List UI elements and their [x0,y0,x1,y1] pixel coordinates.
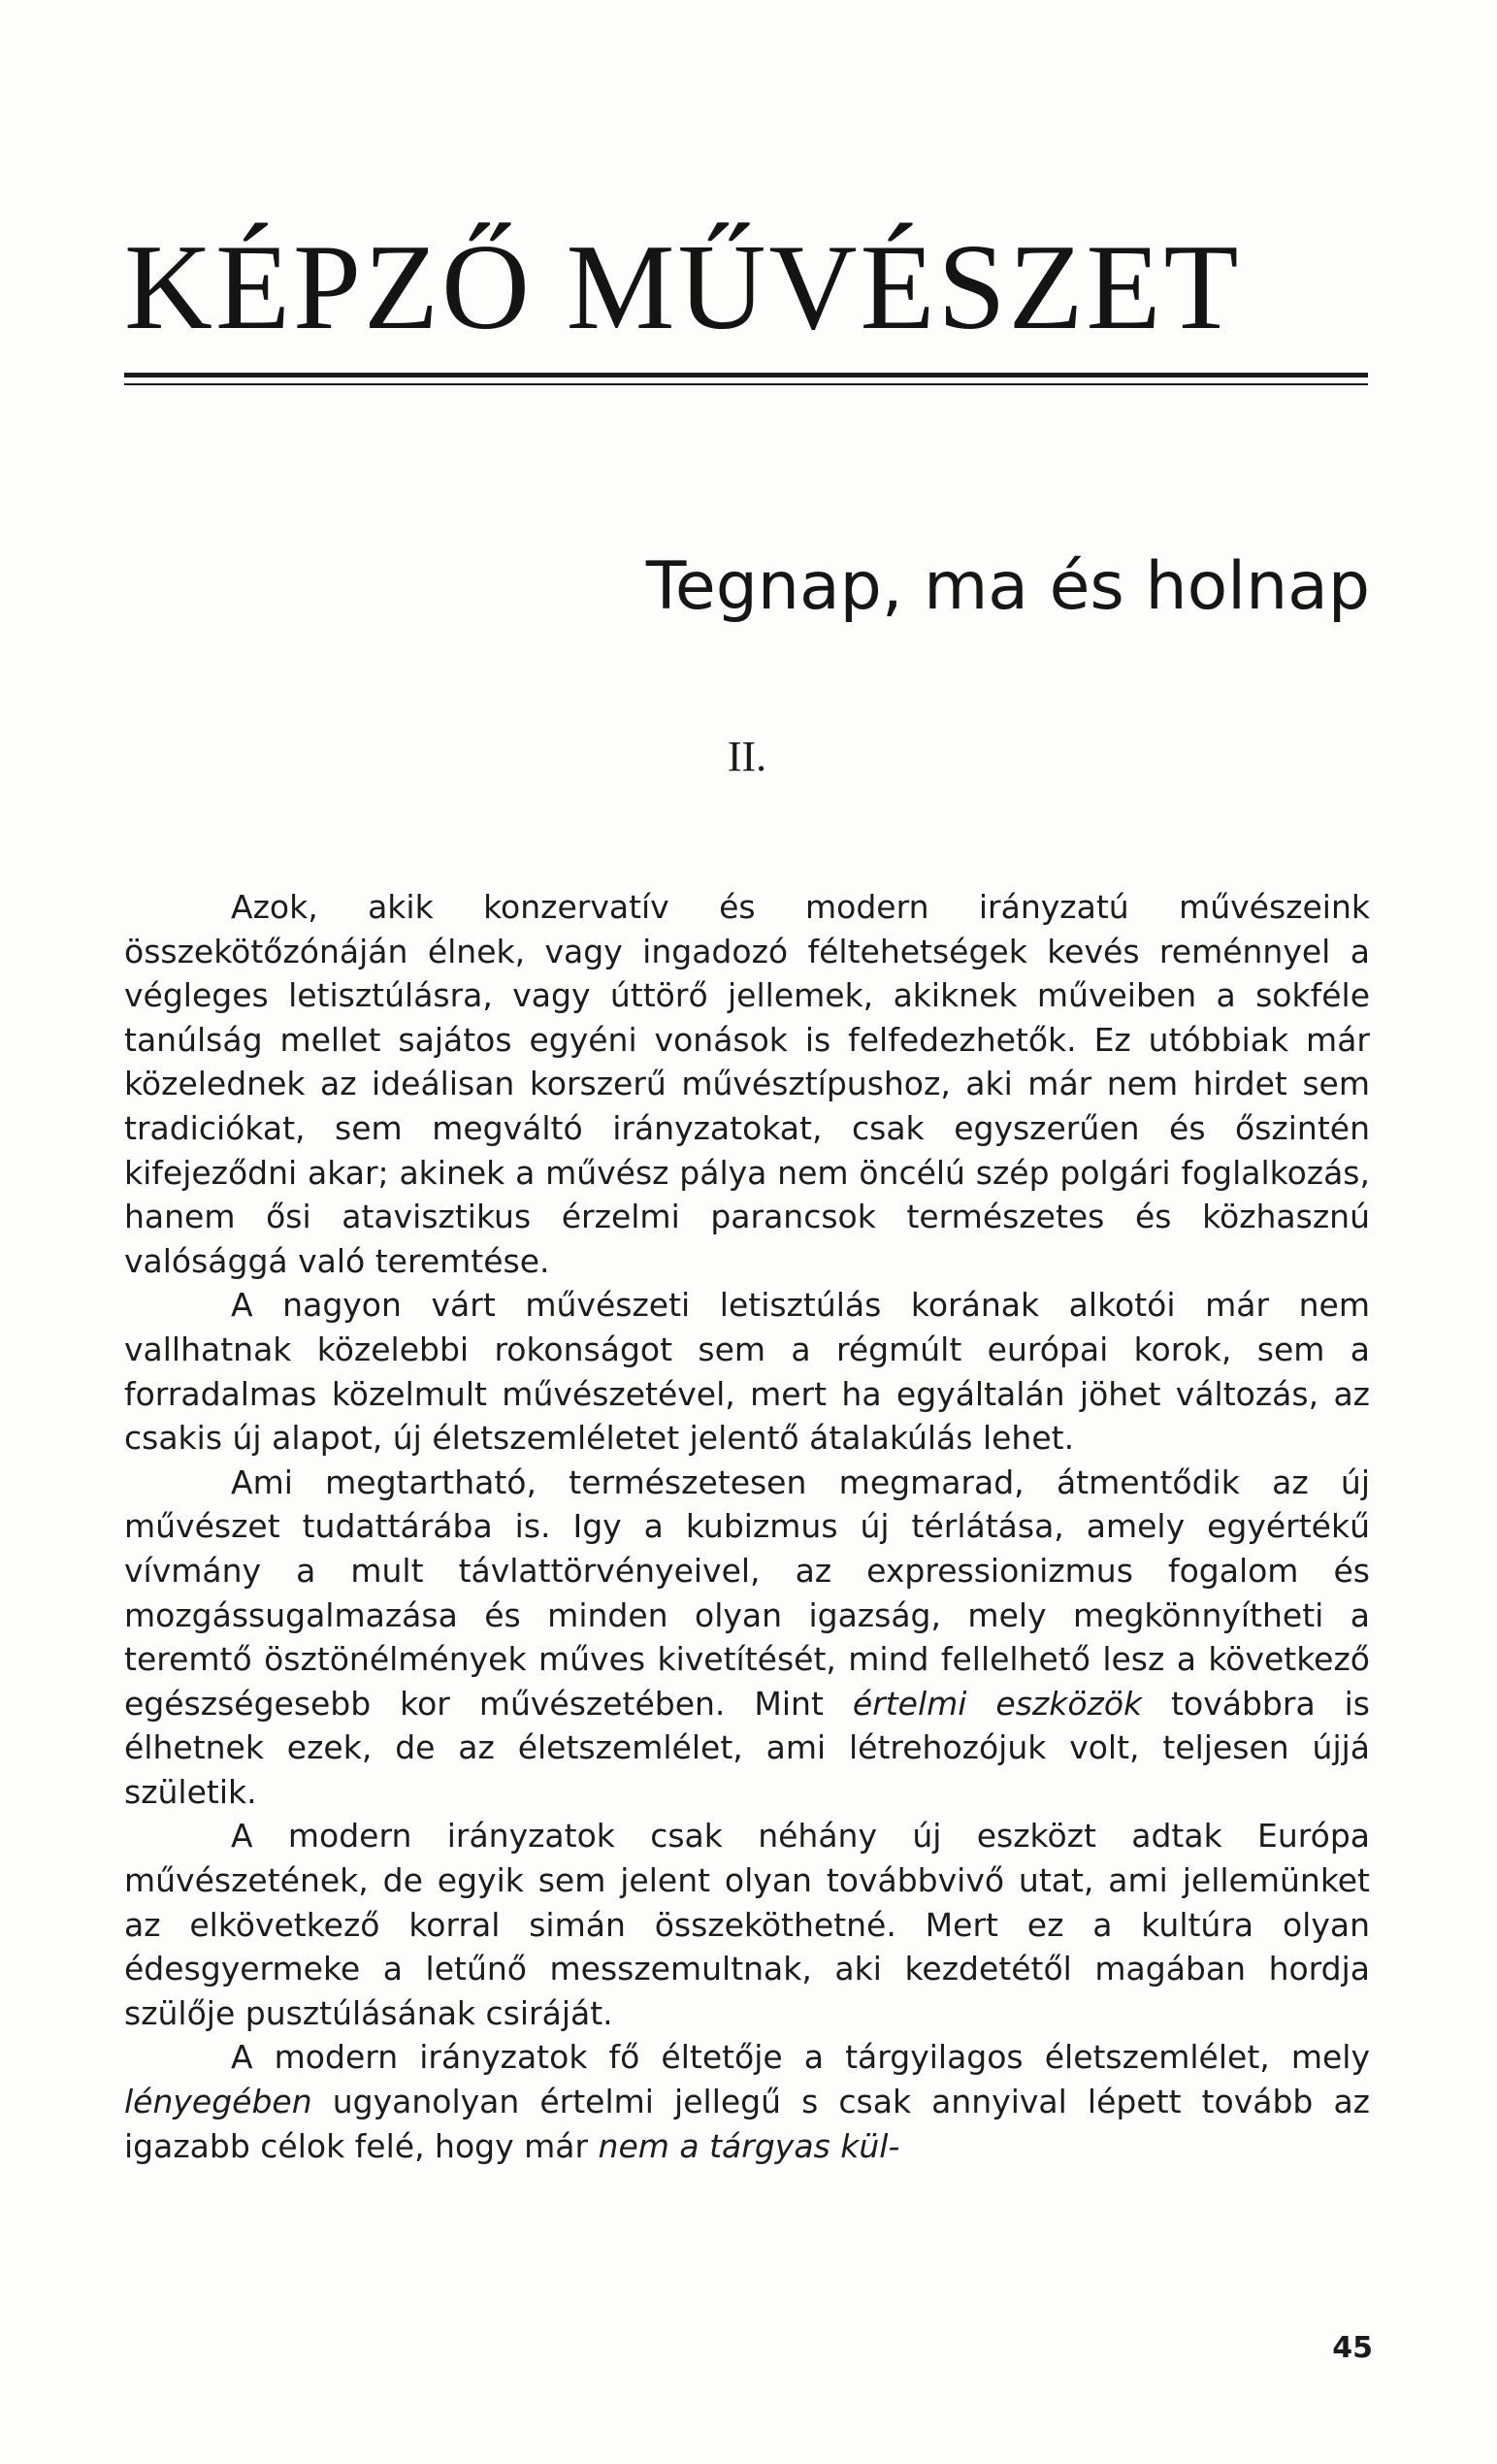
page-number: 45 [1332,2331,1373,2365]
paragraph-text: ugyanolyan értelmi jellegű s csak annyival lépett tovább az igazabb célok felé, hogy már [124,2083,1370,2165]
paragraph-text: továbbra is élhetnek ezek, de az életszemlélet, ami létrehozójuk volt, teljesen újjá születik. [124,1684,1370,1811]
body-paragraph [124,885,1370,1283]
title-rule-thin [124,383,1368,385]
emphasized-text: lényegében [124,2083,312,2121]
body-paragraph [124,1283,1370,1460]
emphasized-text: nem a tárgyas kül- [598,2126,900,2165]
body-paragraph [124,1461,1370,1815]
section-title: KÉPZŐ MŰVÉSZET [124,220,1242,355]
article-title: Tegnap, ma és holnap [645,548,1370,625]
paragraph-text: Ami megtartható, természetesen megmarad, átmentődik az új művészet tudattárába is. Igy a kubizmus új térlátása, amely egyértékű vívmány a mult távlattörvényeivel, az expressionizmus fogalom és mozgássugalmazása és minden olyan igazság, mely megkönnyítheti a teremtő ösztönélmények műves kivetítését, mind fellelhető lesz a következő egészségesebb kor művészetében. Mint [124,1462,1370,1723]
paragraph-text: Azok, akik konzervatív és modern irányzatú művészeink összekötőzónáján élnek, vagy ingadozó féltehetségek kevés reménnyel a végleges letisztúlásra, vagy úttörő jellemek, akiknek műveiben a sokféle tanúlság mellet sajátos egyéni vonások is felfedezhetők. Ez utóbbiak már közelednek az ideálisan korszerű művésztípushoz, aki már nem hirdet sem tradiciókat, sem megváltó irányzatokat, csak egyszerűen és őszintén kifejeződni akar; akinek a művész pálya nem öncélú szép polgári foglalkozás, hanem ősi atavisztikus érzelmi parancsok természetes és közhasznú valósággá való teremtése. [124,888,1370,1280]
emphasized-text: értelmi eszközök [852,1684,1143,1723]
body-paragraph [124,1814,1370,2035]
article-body [124,885,1370,2168]
paragraph-text: A nagyon várt művészeti letisztúlás korának alkotói már nem vallhatnak közelebbi rokonságot sem a régmúlt európai korok, sem a forradalmas közelmult művészetével, mert ha egyáltalán jöhet változás, az csakis új alapot, új életszemléletet jelentő átalakúlás lehet. [124,1286,1370,1458]
part-number: II. [727,733,767,780]
title-rule-thick [124,373,1368,378]
paragraph-text: A modern irányzatok fő éltetője a tárgyilagos életszemlélet, mely [231,2038,1370,2077]
body-paragraph [124,2035,1370,2168]
paragraph-text: A modern irányzatok csak néhány új eszközt adtak Európa művészetének, de egyik sem jelent olyan továbbvivő utat, ami jellemünket az elkövetkező korral simán összeköthetné. Mert ez a kultúra olyan édesgyermeke a letűnő messzemultnak, aki kezdetétől magában hordja szülője pusztúlásának csiráját. [124,1817,1370,2032]
